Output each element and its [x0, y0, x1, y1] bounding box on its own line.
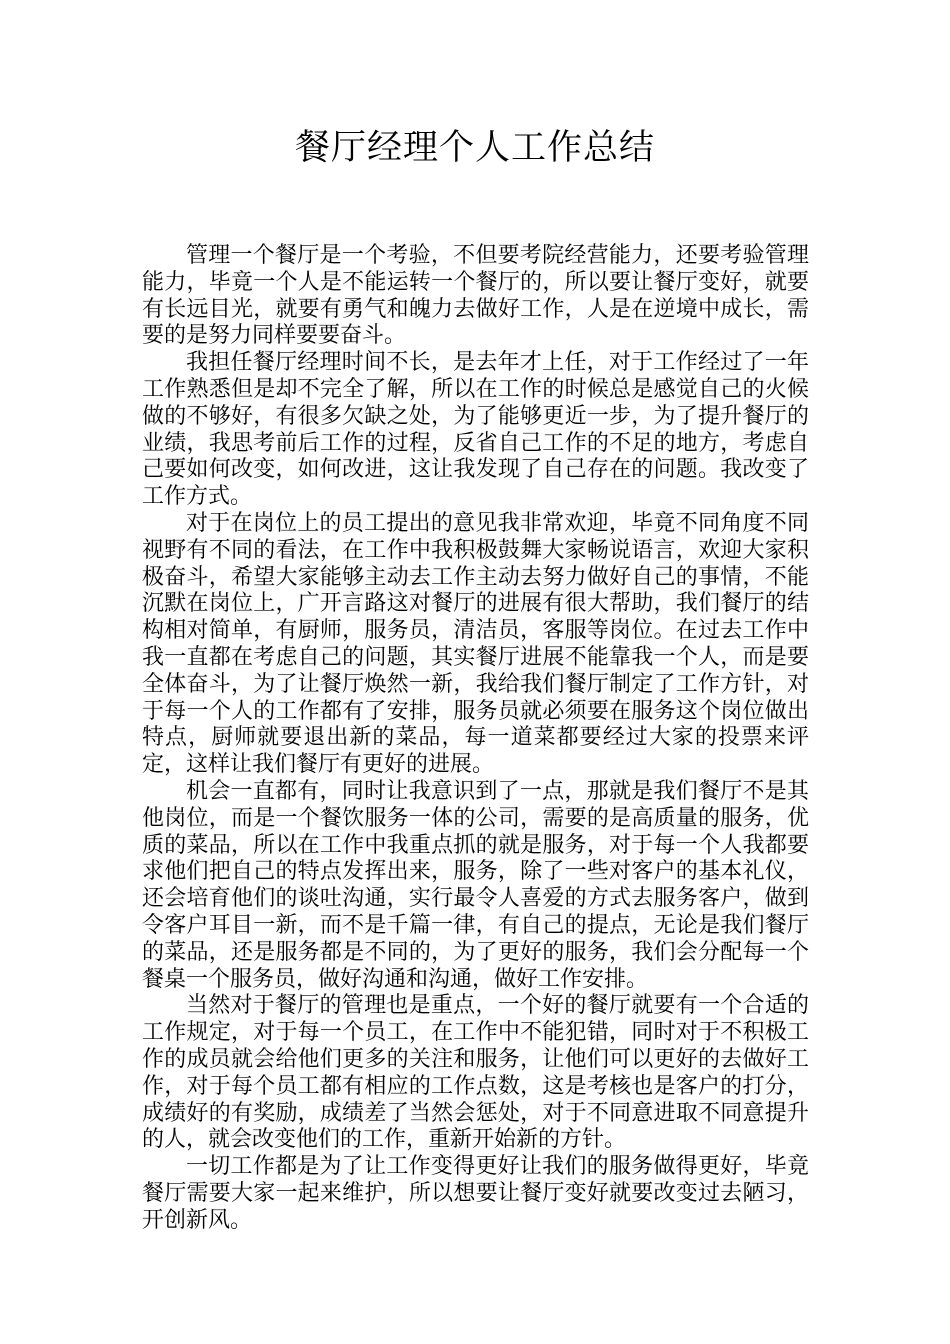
paragraph-6: 一切工作都是为了让工作变得更好让我们的服务做得更好，毕竟餐厅需要大家一起来维护，所以想要让餐厅变好就要改变过去陋习，开创新风。 — [142, 1154, 809, 1233]
paragraph-4: 机会一直都有，同时让我意识到了一点，那就是我们餐厅不是其他岗位，而是一个餐饮服务一体的公司，需要的是高质量的服务，优质的菜品，所以在工作中我重点抓的就是服务，对于每一个人我都要求他们把自己的特点发挥出来，服务，除了一些对客户的基本礼仪，还会培育他们的谈吐沟通，实行最令人喜爱的方式去服务客户，做到令客户耳目一新，而不是千篇一律，有自己的提点，无论是我们餐厅的菜品，还是服务都是不同的，为了更好的服务，我们会分配每一个餐桌一个服务员，做好沟通和沟通，做好工作安排。 — [142, 778, 809, 992]
paragraph-5: 当然对于餐厅的管理也是重点，一个好的餐厅就要有一个合适的工作规定，对于每一个员工，在工作中不能犯错，同时对于不积极工作的成员就会给他们更多的关注和服务，让他们可以更好的去做好工作，对于每个员工都有相应的工作点数，这是考核也是客户的打分，成绩好的有奖励，成绩差了当然会惩处，对于不同意进取不同意提升的人，就会改变他们的工作，重新开始新的方针。 — [142, 993, 809, 1153]
paragraph-3: 对于在岗位上的员工提出的意见我非常欢迎，毕竟不同角度不同视野有不同的看法，在工作中我积极鼓舞大家畅说语言，欢迎大家积极奋斗，希望大家能够主动去工作主动去努力做好自己的事情，不能沉默在岗位上，广开言路这对餐厅的进展有很大帮助，我们餐厅的结构相对简单，有厨师，服务员，清洁员，客服等岗位。在过去工作中我一直都在考虑自己的问题，其实餐厅进展不能靠我一个人，而是要全体奋斗，为了让餐厅焕然一新，我给我们餐厅制定了工作方针，对于每一个人的工作都有了安排，服务员就必须要在服务这个岗位做出特点，厨师就要退出新的菜品，每一道菜都要经过大家的投票来评定，这样让我们餐厅有更好的进展。 — [142, 510, 809, 778]
paragraph-1: 管理一个餐厅是一个考验，不但要考院经营能力，还要考验管理能力，毕竟一个人是不能运转一个餐厅的，所以要让餐厅变好，就要有长远目光，就要有勇气和魄力去做好工作，人是在逆境中成长，需要的是努力同样要要奋斗。 — [142, 243, 809, 349]
document-title: 餐厅经理个人工作总结 — [294, 128, 655, 168]
paragraph-2: 我担任餐厅经理时间不长，是去年才上任，对于工作经过了一年工作熟悉但是却不完全了解，所以在工作的时候总是感觉自己的火候做的不够好，有很多欠缺之处，为了能够更近一步，为了提升餐厅的业绩，我思考前后工作的过程，反省自己工作的不足的地方，考虑自己要如何改变，如何改进，这让我发现了自己存在的问题。我改变了工作方式。 — [142, 350, 809, 510]
document-body — [142, 243, 809, 1234]
